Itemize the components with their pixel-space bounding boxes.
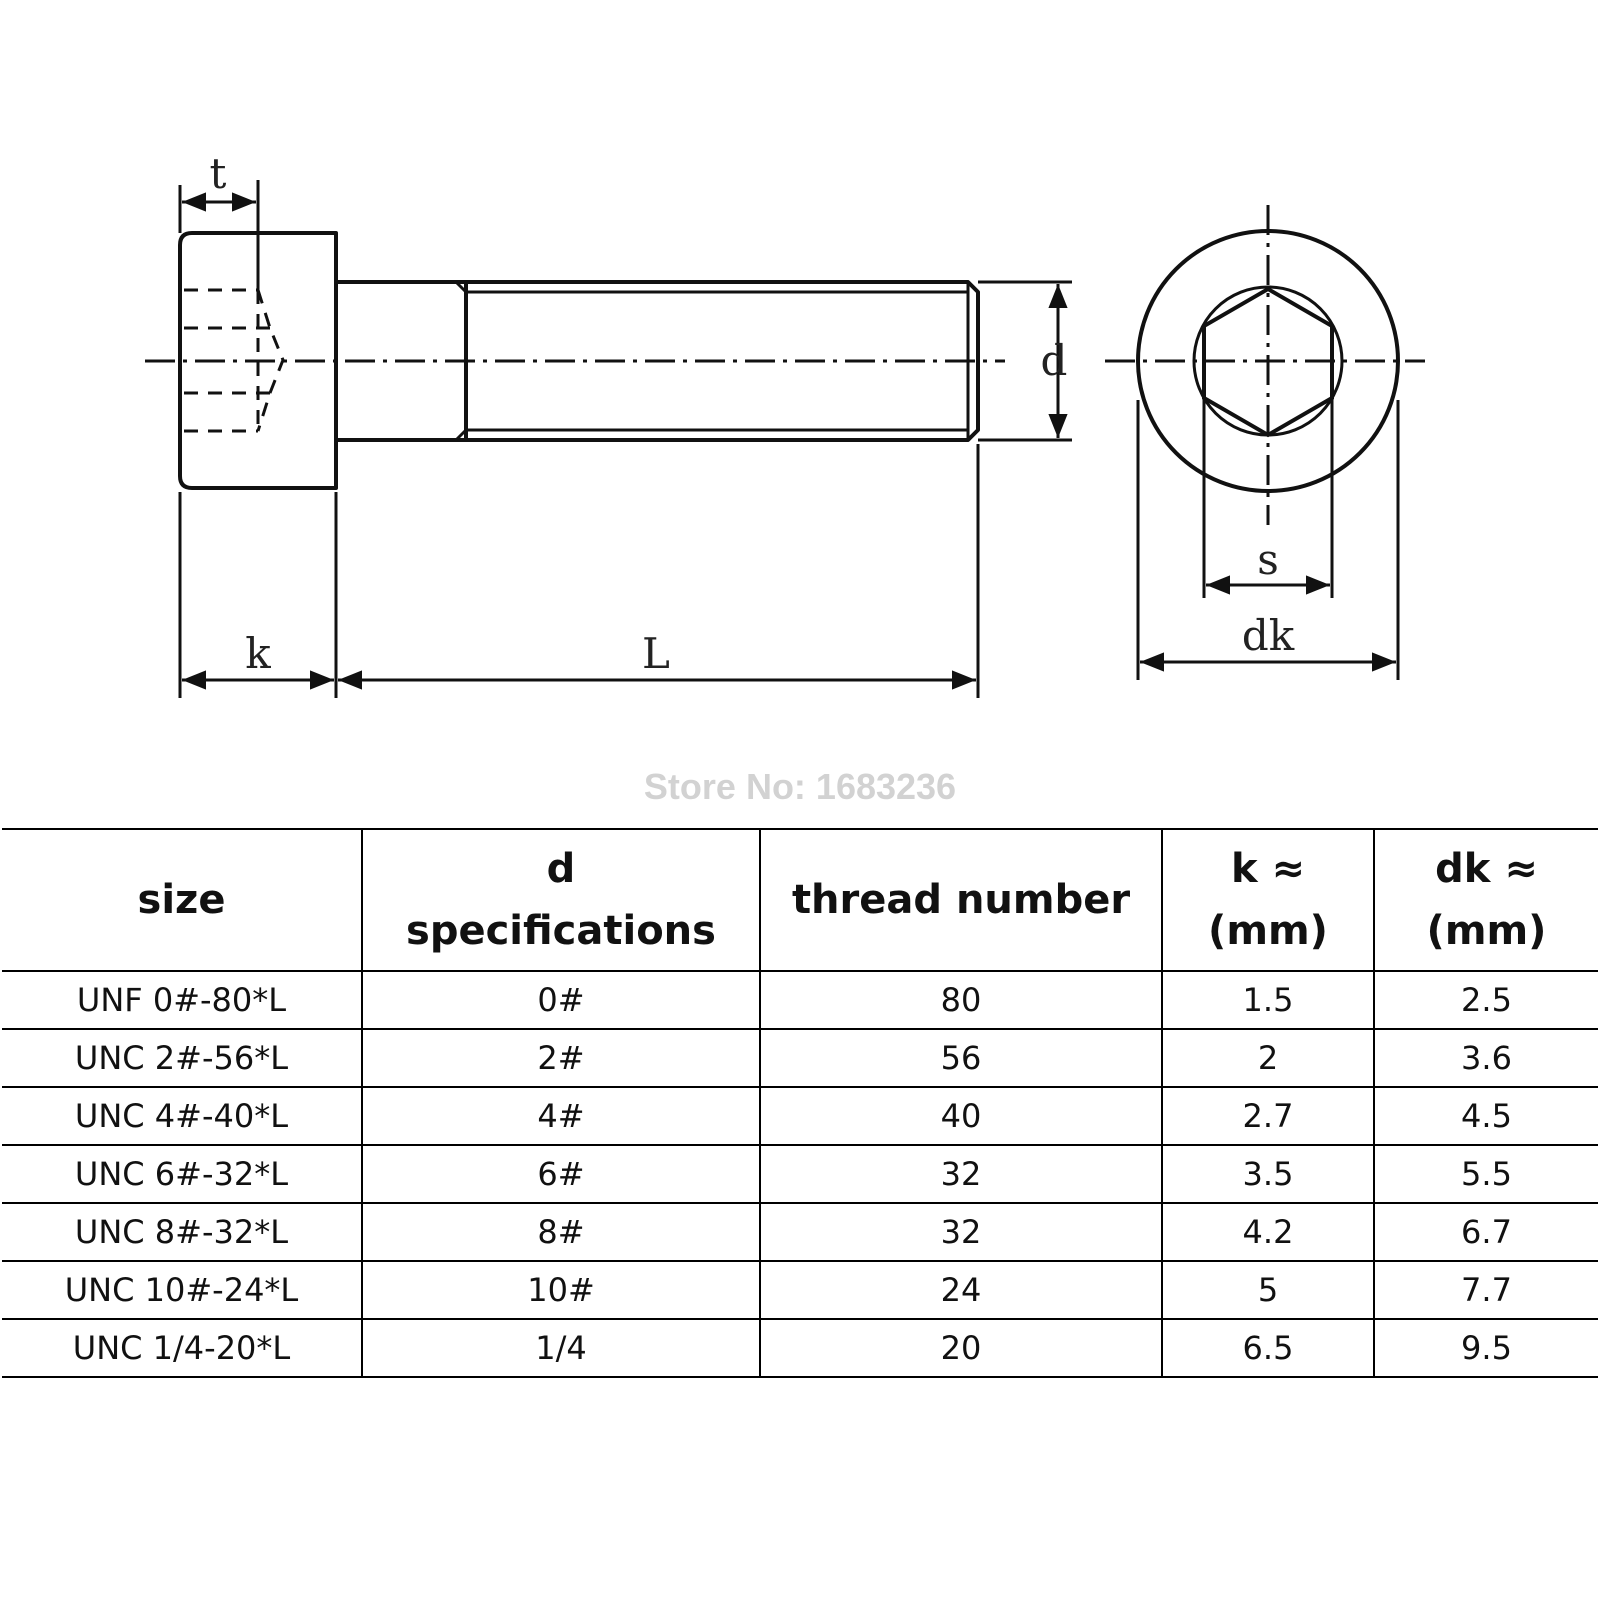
cell-k: 1.5 [1162,971,1374,1029]
cell-thread: 80 [760,971,1162,1029]
label-k: k [245,629,271,678]
cell-dk: 6.7 [1374,1203,1598,1261]
cell-d: 2# [362,1029,760,1087]
cell-k: 5 [1162,1261,1374,1319]
cell-thread: 56 [760,1029,1162,1087]
header-dk: dk ≈ (mm) [1374,829,1598,971]
cell-dk: 4.5 [1374,1087,1598,1145]
cell-thread: 24 [760,1261,1162,1319]
cell-d: 1/4 [362,1319,760,1377]
table-row [2,1029,1598,1087]
cell-k: 3.5 [1162,1145,1374,1203]
screw-technical-drawing [0,0,1600,760]
cell-thread: 40 [760,1087,1162,1145]
cell-dk: 7.7 [1374,1261,1598,1319]
cell-k: 4.2 [1162,1203,1374,1261]
cell-d: 0# [362,971,760,1029]
cell-size: UNC 10#-24*L [2,1261,362,1319]
cell-d: 8# [362,1203,760,1261]
table-row [2,1087,1598,1145]
cell-size: UNC 8#-32*L [2,1203,362,1261]
cell-dk: 3.6 [1374,1029,1598,1087]
label-L: L [642,629,670,678]
table-row [2,1203,1598,1261]
cell-k: 6.5 [1162,1319,1374,1377]
cell-d: 6# [362,1145,760,1203]
cell-size: UNC 6#-32*L [2,1145,362,1203]
cell-d: 10# [362,1261,760,1319]
table-row [2,971,1598,1029]
cell-size: UNC 4#-40*L [2,1087,362,1145]
cell-dk: 5.5 [1374,1145,1598,1203]
cell-k: 2.7 [1162,1087,1374,1145]
header-size: size [2,829,362,971]
cell-thread: 32 [760,1203,1162,1261]
cell-k: 2 [1162,1029,1374,1087]
label-t: t [209,149,227,198]
table-row [2,1261,1598,1319]
header-k: k ≈ (mm) [1162,829,1374,971]
cell-size: UNC 1/4-20*L [2,1319,362,1377]
label-s: s [1257,535,1279,584]
cell-d: 4# [362,1087,760,1145]
header-thread-number: thread number [760,829,1162,971]
header-d-specifications: d specifications [362,829,760,971]
cell-thread: 20 [760,1319,1162,1377]
table-header-row [2,829,1598,971]
cell-dk: 9.5 [1374,1319,1598,1377]
cell-size: UNF 0#-80*L [2,971,362,1029]
label-d: d [1040,336,1068,385]
cell-dk: 2.5 [1374,971,1598,1029]
label-dk: dk [1241,611,1295,660]
store-watermark: Store No: 1683236 [643,766,957,807]
specification-table [2,828,1598,1378]
cell-size: UNC 2#-56*L [2,1029,362,1087]
table-row [2,1319,1598,1377]
table-row [2,1145,1598,1203]
cell-thread: 32 [760,1145,1162,1203]
